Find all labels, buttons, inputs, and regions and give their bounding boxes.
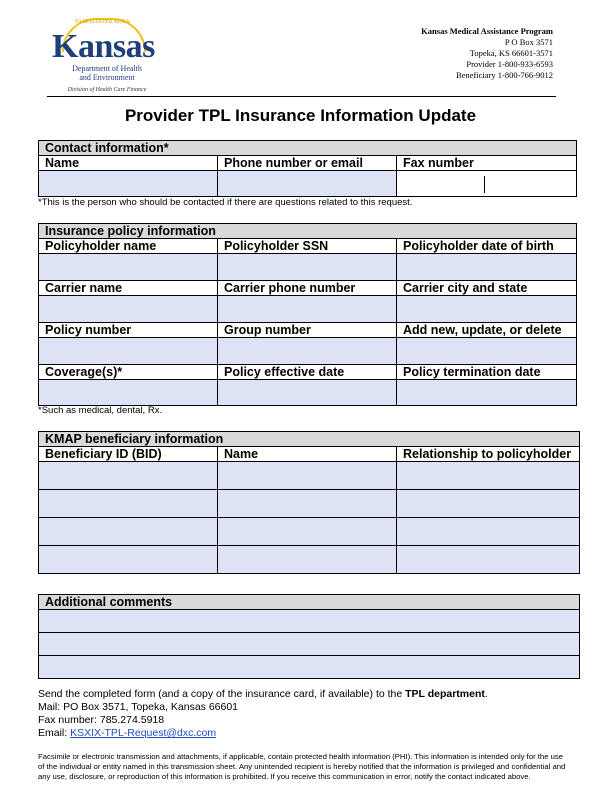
carrier-city-state-label: Carrier city and state [397,281,577,296]
address-po-box: P O Box 3571 [504,37,553,47]
phi-disclaimer: Facsimile or electronic transmission and attachments, if applicable, contain protected health information (PHI). This information is intended only for the use of the individual or entity named in this transmission sheet. Any unintended recipient is hereby notified that the information is privileged and confidential and any use, disclosure, or reproduction of this information is prohibited. If you receive this communication in error, notify the contact indicated above. [38,752,566,781]
kdhe-logo [52,18,155,93]
beneficiary-name-label: Name [218,447,397,462]
policyholder-name-field[interactable] [39,254,218,281]
beneficiary-name-field-1[interactable] [218,462,397,490]
address-provider-phone: Provider 1-800-933-6593 [466,59,553,69]
contact-fax-field[interactable] [397,171,577,197]
policyholder-name-label: Policyholder name [39,239,218,254]
contact-phone-email-label: Phone number or email [218,156,397,171]
termination-date-label: Policy termination date [397,365,577,380]
logo-division: Division of Health Care Finance [67,87,147,93]
send-instruction-end: . [484,688,488,700]
carrier-phone-label: Carrier phone number [218,281,397,296]
termination-date-field[interactable] [397,380,577,406]
beneficiary-id-field-4[interactable] [39,546,218,574]
beneficiary-id-label: Beneficiary ID (BID) [39,447,218,462]
coverages-label: Coverage(s)* [39,365,218,380]
email-label: Email: [38,727,71,739]
carrier-phone-field[interactable] [218,296,397,323]
effective-date-field[interactable] [218,380,397,406]
comments-field-1[interactable] [39,610,580,633]
relationship-field-1[interactable] [397,462,580,490]
insurance-policy-table [38,223,577,406]
contact-footnote: *This is the person who should be contacted if there are questions related to this request. [38,197,413,208]
comments-table [38,594,580,679]
address-city: Topeka, KS 66601-3571 [469,48,553,58]
insurance-footnote: *Such as medical, dental, Rx. [38,405,163,416]
group-number-field[interactable] [218,338,397,365]
email-link[interactable]: KSXIX-TPL-Request@dxc.com [70,727,217,739]
comments-section-header: Additional comments [39,595,580,610]
policy-number-field[interactable] [39,338,218,365]
policyholder-ssn-label: Policyholder SSN [218,239,397,254]
beneficiary-name-field-4[interactable] [218,546,397,574]
tpl-department: TPL department [405,688,485,700]
policyholder-dob-label: Policyholder date of birth [397,239,577,254]
relationship-label: Relationship to policyholder [397,447,580,462]
mail-address: Mail: PO Box 3571, Topeka, Kansas 66601 [38,701,239,713]
logo-wordmark: Kansas [52,28,155,65]
address-beneficiary-phone: Beneficiary 1-800-766-9012 [455,70,553,80]
send-instruction-text: Send the completed form (and a copy of the insurance card, if available) to the [38,688,406,700]
program-name: Kansas Medical Assistance Program [421,26,553,36]
action-type-field[interactable] [397,338,577,365]
logo-ring-text: TO HEALTH PER ASTRA [74,20,130,25]
beneficiary-section-header: KMAP beneficiary information [39,432,580,447]
coverages-field[interactable] [39,380,218,406]
send-instruction [38,688,488,701]
comments-field-2[interactable] [39,633,580,656]
beneficiary-table [38,431,580,574]
carrier-name-field[interactable] [39,296,218,323]
action-type-label: Add new, update, or delete [397,323,577,338]
relationship-field-2[interactable] [397,490,580,518]
beneficiary-id-field-2[interactable] [39,490,218,518]
fax-number: Fax number: 785.274.5918 [38,714,165,726]
text-cursor [484,176,485,193]
contact-phone-email-field[interactable] [218,171,397,197]
group-number-label: Group number [218,323,397,338]
contact-section-header: Contact information* [39,141,577,156]
logo-sub-line-1: Department of Health [72,64,142,73]
carrier-name-label: Carrier name [39,281,218,296]
form-title: Provider TPL Insurance Information Update [124,106,477,125]
program-address [421,26,553,81]
relationship-field-3[interactable] [397,518,580,546]
beneficiary-id-field-1[interactable] [39,462,218,490]
policy-number-label: Policy number [39,323,218,338]
contact-fax-label: Fax number [397,156,577,171]
policyholder-dob-field[interactable] [397,254,577,281]
beneficiary-name-field-3[interactable] [218,518,397,546]
insurance-section-header: Insurance policy information [39,224,577,239]
submission-instructions [38,688,488,740]
logo-sub-line-2: and Environment [79,73,135,82]
contact-information-table [38,140,577,197]
email-line [38,727,488,740]
policyholder-ssn-field[interactable] [218,254,397,281]
beneficiary-id-field-3[interactable] [39,518,218,546]
comments-field-3[interactable] [39,656,580,679]
relationship-field-4[interactable] [397,546,580,574]
carrier-city-state-field[interactable] [397,296,577,323]
header-divider [47,96,556,97]
contact-name-label: Name [39,156,218,171]
beneficiary-name-field-2[interactable] [218,490,397,518]
contact-name-field[interactable] [39,171,218,197]
effective-date-label: Policy effective date [218,365,397,380]
